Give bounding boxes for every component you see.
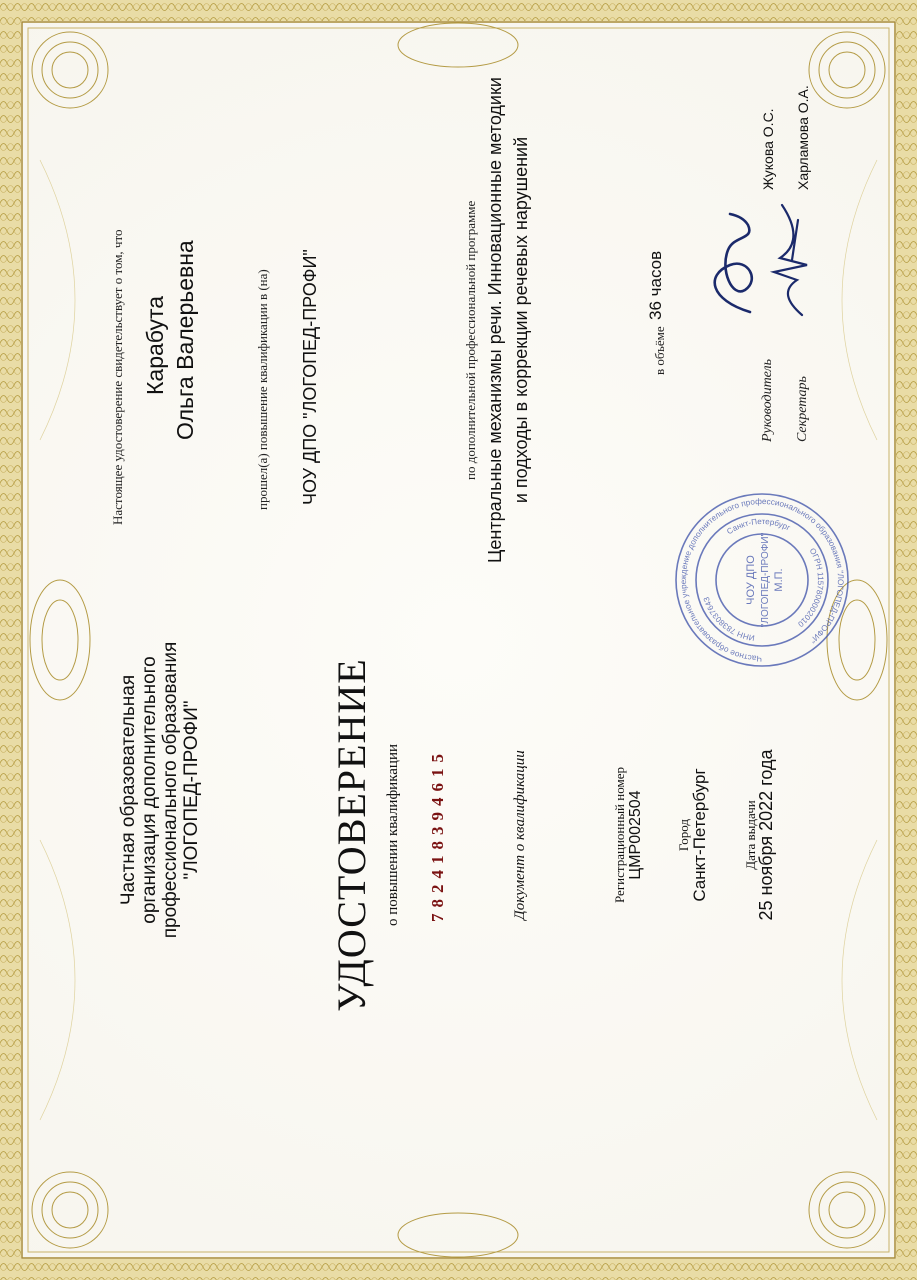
registration-value: ЦМР002504 xyxy=(627,790,644,880)
document-title: УДОСТОВЕРЕНИЕ xyxy=(329,658,374,1012)
organization-name-line: организация дополнительного xyxy=(139,656,160,924)
stamp-center-line-3: М.П. xyxy=(773,568,785,592)
city-label: Город xyxy=(676,818,691,852)
program-name-line: Центральные механизмы речи. Инновационные методики xyxy=(485,77,505,563)
document-number: 782418394615 xyxy=(428,748,447,922)
document-subtitle: о повышении квалификации xyxy=(385,744,401,926)
passed-training-text: прошел(а) повышение квалификации в (на) xyxy=(255,269,270,510)
recipient-given-names: Ольга Валерьевна xyxy=(172,240,198,440)
city-value: Санкт-Петербург xyxy=(690,768,709,902)
issue-date-value: 25 ноября 2022 года xyxy=(756,749,776,921)
stamp-outer-text: Частное образовательное учреждение дополнительного профессионального образования "ЛОГОПЕД-ПРОФИ" xyxy=(678,496,846,664)
head-label: Руководитель xyxy=(760,358,775,442)
program-intro: по дополнительной профессиональной программе xyxy=(463,200,478,480)
secretary-name: Харламова О.А. xyxy=(795,85,811,190)
recipient-surname: Карабута xyxy=(142,295,168,395)
stamp-ogrn: ОГРН 1157800002010 xyxy=(796,546,826,629)
organization-name-line: профессионального образования xyxy=(160,641,181,939)
program-name xyxy=(482,40,534,600)
organization-name-line: "ЛОГОПЕД-ПРОФИ" xyxy=(181,700,202,880)
stamp-center-line-2: "ЛОГОПЕД-ПРОФИ" xyxy=(760,532,771,628)
issue-date-label: Дата выдачи xyxy=(743,800,758,870)
organization-name xyxy=(118,550,202,1030)
head-signature xyxy=(700,210,770,320)
volume-label: в объёме xyxy=(652,326,667,375)
volume-value: 36 часов xyxy=(646,250,665,320)
program-name-line: и подходы в коррекции речевых нарушений xyxy=(511,136,531,504)
secretary-signature xyxy=(762,200,822,320)
intro-text: Настоящее удостоверение свидетельствует о том, что xyxy=(110,229,125,525)
registration-label: Регистрационный номер xyxy=(612,767,627,903)
stamp-inn: ИНН 7838037643 xyxy=(701,595,756,643)
document-type: Документ о квалификации xyxy=(512,750,528,920)
stamp-city: Санкт-Петербург xyxy=(725,516,792,537)
head-name: Жукова О.С. xyxy=(760,108,776,190)
stamp-center-line-1: ЧОУ ДПО xyxy=(745,555,757,605)
institution-name: ЧОУ ДПО "ЛОГОПЕД-ПРОФИ" xyxy=(300,249,320,505)
organization-name-line: Частная образовательная xyxy=(118,674,139,906)
official-stamp xyxy=(672,490,852,670)
secretary-label: Секретарь xyxy=(795,376,810,442)
